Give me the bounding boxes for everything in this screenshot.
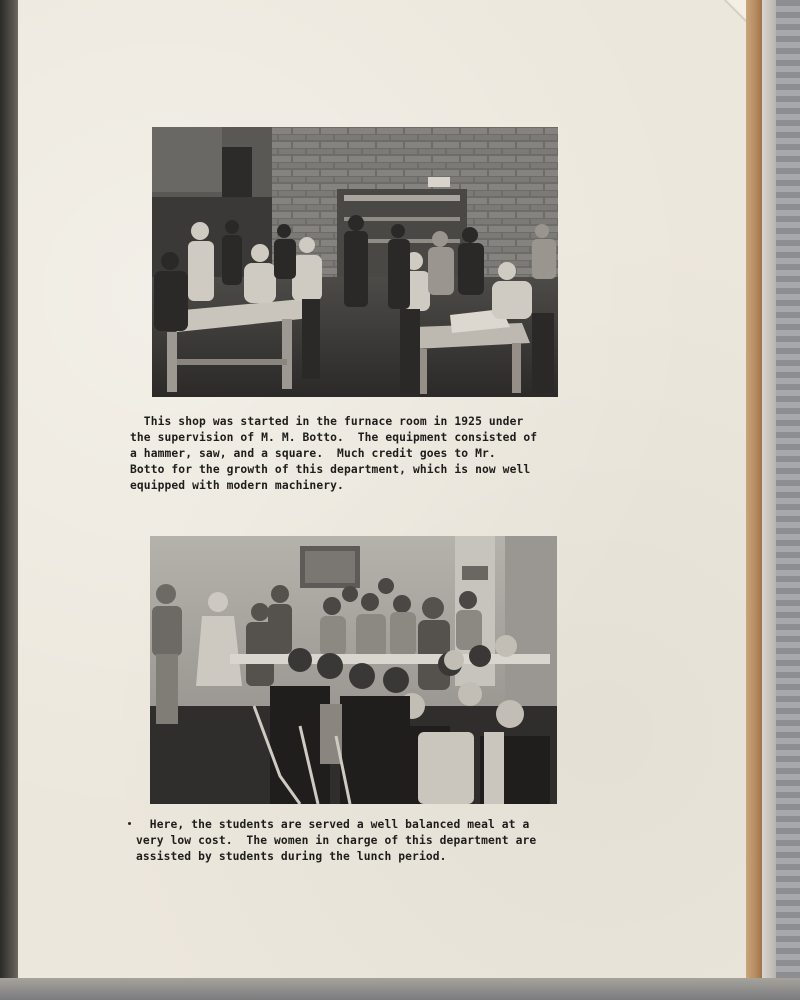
ink-dot bbox=[128, 822, 131, 825]
scanner-background-right bbox=[776, 0, 800, 1000]
shop-photo-caption bbox=[130, 414, 537, 494]
page-corner-fold bbox=[724, 0, 748, 22]
next-page-edge bbox=[762, 0, 776, 990]
scanner-background-bottom bbox=[0, 978, 800, 1000]
lunchroom-photo-caption bbox=[136, 817, 536, 865]
caption-line: assisted by students during the lunch period. bbox=[136, 850, 447, 863]
caption-line: This shop was started in the furnace room in 1925 under bbox=[130, 415, 524, 428]
caption-line: a hammer, saw, and a square. Much credit goes to Mr. bbox=[130, 447, 496, 460]
school-lunchroom-photo bbox=[150, 536, 557, 804]
caption-line: Here, the students are served a well balanced meal at a bbox=[136, 818, 530, 831]
caption-line: Botto for the growth of this department, which is now well bbox=[130, 463, 531, 476]
caption-line: very low cost. The women in charge of this department are bbox=[136, 834, 537, 847]
page-edge bbox=[746, 0, 762, 978]
caption-line: equipped with modern machinery. bbox=[130, 479, 344, 492]
woodworking-shop-photo bbox=[152, 127, 558, 397]
caption-line: the supervision of M. M. Botto. The equipment consisted of bbox=[130, 431, 538, 444]
